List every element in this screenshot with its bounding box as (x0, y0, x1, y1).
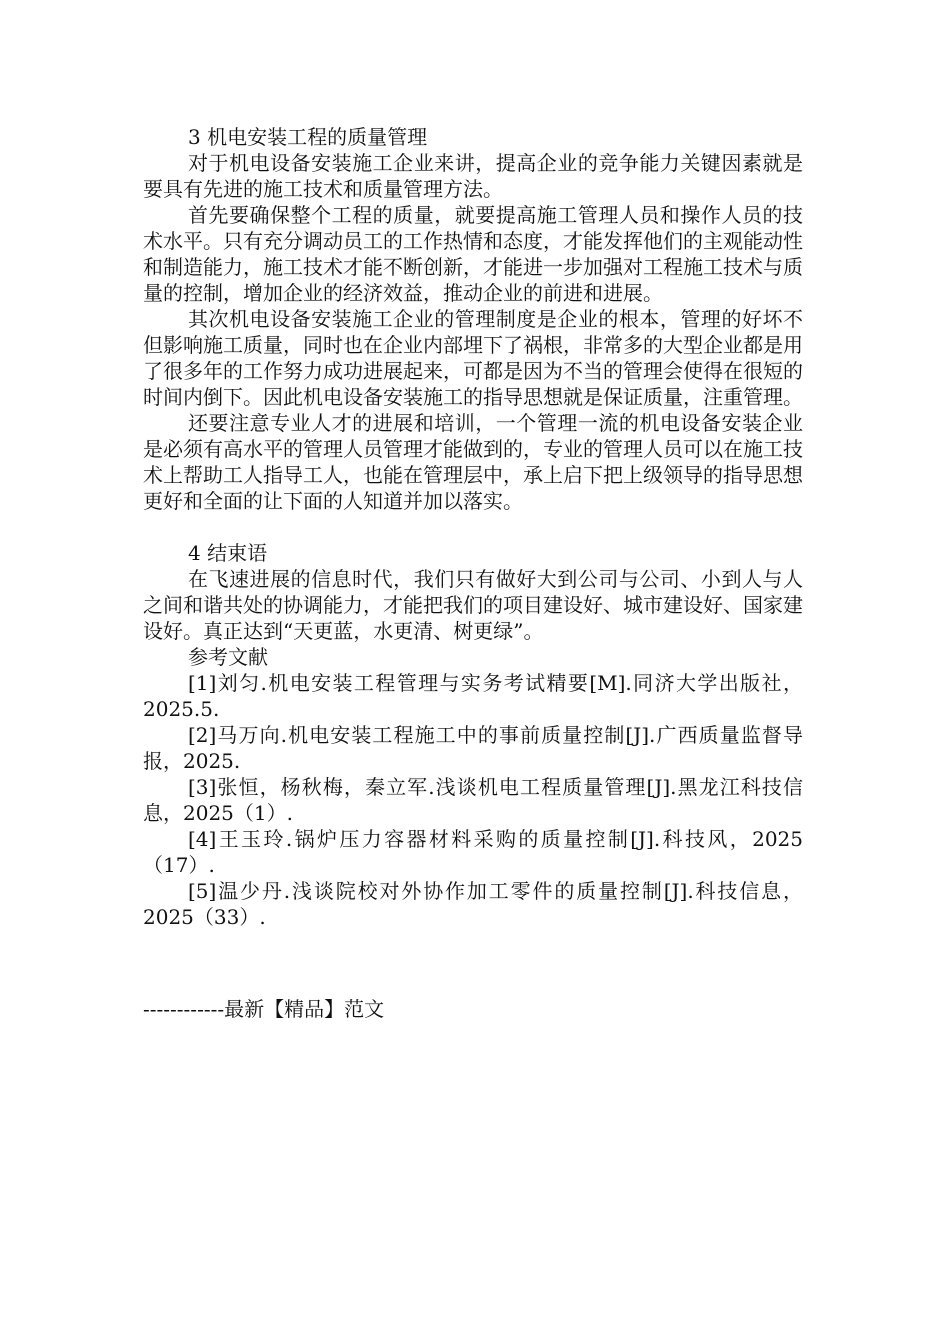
reference-item-1: [1]刘匀.机电安装工程管理与实务考试精要[M].同济大学出版社，2025.5. (143, 671, 803, 721)
reference-item-5: [5]温少丹.浅谈院校对外协作加工零件的质量控制[J].科技信息，2025（33）. (143, 879, 803, 929)
references-heading: 参考文献 (188, 645, 268, 669)
section-3-paragraph-2: 首先要确保整个工程的质量，就要提高施工管理人员和操作人员的技术水平。只有充分调动员工的工作热情和态度，才能发挥他们的主观能动性和制造能力，施工技术才能不断创新，才能进一步加强对工程施工技术与质量的控制，增加企业的经济效益，推动企业的前进和进展。 (143, 203, 803, 305)
section-3-paragraph-4: 还要注意专业人才的进展和培训，一个管理一流的机电设备安装企业是必须有高水平的管理人员管理才能做到的，专业的管理人员可以在施工技术上帮助工人指导工人，也能在管理层中，承上启下把上级领导的指导思想更好和全面的让下面的人知道并加以落实。 (143, 411, 803, 513)
section-3-heading: 3 机电安装工程的质量管理 (188, 125, 428, 149)
section-4-heading: 4 结束语 (188, 541, 268, 565)
reference-item-4: [4]王玉玲.锅炉压力容器材料采购的质量控制[J].科技风，2025（17）. (143, 827, 803, 877)
reference-item-3: [3]张恒，杨秋梅，秦立军.浅谈机电工程质量管理[J].黑龙江科技信息，2025（1）. (143, 775, 803, 825)
section-3-paragraph-1: 对于机电设备安装施工企业来讲，提高企业的竞争能力关键因素就是要具有先进的施工技术和质量管理方法。 (143, 151, 803, 201)
section-3-paragraph-3: 其次机电设备安装施工企业的管理制度是企业的根本，管理的好坏不但影响施工质量，同时也在企业内部埋下了祸根，非常多的大型企业都是用了很多年的工作努力成功进展起来，可都是因为不当的管理会使得在很短的时间内倒下。因此机电设备安装施工的指导思想就是保证质量，注重管理。 (143, 307, 803, 409)
footer-banner: ------------最新【精品】范文 (143, 997, 385, 1021)
section-spacer (143, 514, 803, 540)
document-body (143, 124, 803, 930)
reference-item-2: [2]马万向.机电安装工程施工中的事前质量控制[J].广西质量监督导报，2025. (143, 723, 803, 773)
section-4-paragraph: 在飞速进展的信息时代，我们只有做好大到公司与公司、小到人与人之间和谐共处的协调能力，才能把我们的项目建设好、城市建设好、国家建设好。真正达到“天更蓝，水更清、树更绿”。 (143, 567, 803, 643)
